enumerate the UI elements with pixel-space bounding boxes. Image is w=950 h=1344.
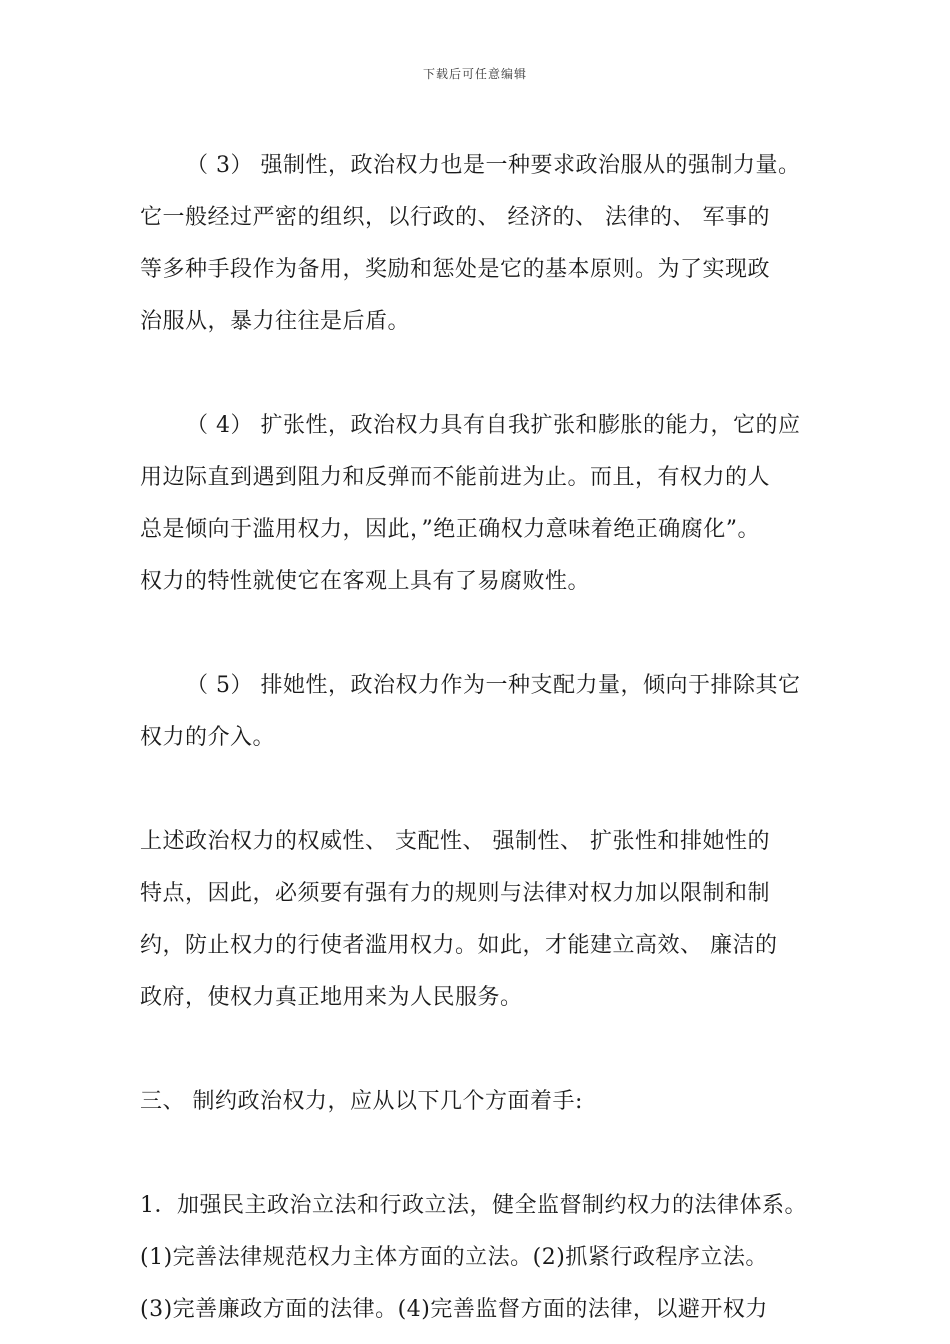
paragraph-line: 权力的特性就使它在客观上具有了易腐败性。 [140, 569, 591, 594]
paragraph-exclusivity [140, 660, 830, 764]
paragraph-line: (1)完善法律规范权力主体方面的立法。(2)抓紧行政程序立法。 [140, 1245, 768, 1270]
paragraph-line: （ 3） 强制性，政治权力也是一种要求政治服从的强制力量。 [186, 153, 801, 178]
section-heading [140, 1076, 830, 1128]
paragraph-spacer [140, 348, 830, 400]
paragraph-line: （ 4） 扩张性，政治权力具有自我扩张和膨胀的能力，它的应 [186, 413, 801, 438]
paragraph-line: 治服从，暴力往往是后盾。 [140, 309, 411, 334]
paragraph-spacer [140, 608, 830, 660]
paragraph-expansion [140, 400, 830, 608]
paragraph-line: （ 5） 排她性，政治权力作为一种支配力量，倾向于排除其它 [186, 673, 801, 698]
paragraph-line: 1．加强民主政治立法和行政立法，健全监督制约权力的法律体系。 [140, 1193, 807, 1218]
paragraph-line: 它一般经过严密的组织，以行政的、 经济的、 法律的、 军事的 [140, 205, 770, 230]
paragraph-line: 上述政治权力的权威性、 支配性、 强制性、 扩张性和排她性的 [140, 829, 770, 854]
paragraph-spacer [140, 1128, 830, 1180]
paragraph-line: 约，防止权力的行使者滥用权力。如此，才能建立高效、 廉洁的 [140, 933, 778, 958]
paragraph-line: 特点，因此，必须要有强有力的规则与法律对权力加以限制和制 [140, 881, 771, 906]
paragraph-line: 用边际直到遇到阻力和反弹而不能前进为止。而且，有权力的人 [140, 465, 771, 490]
page-header: 下载后可任意编辑 [422, 67, 527, 81]
paragraph-coercion [140, 140, 830, 348]
paragraph-summary [140, 816, 830, 1024]
paragraph-line: 权力的介入。 [140, 725, 276, 750]
document-body [140, 140, 830, 1336]
paragraph-line: 总是倾向于滥用权力，因此，”绝正确权力意味着绝正确腐化”。 [140, 517, 760, 542]
paragraph-line: 等多种手段作为备用，奖励和惩处是它的基本原则。为了实现政 [140, 257, 771, 282]
paragraph-line: (3)完善廉政方面的法律。(4)完善监督方面的法律，以避开权力 [140, 1297, 768, 1322]
paragraph-spacer [140, 764, 830, 816]
paragraph-legislation [140, 1180, 830, 1336]
section-heading-text: 三、 制约政治权力，应从以下几个方面着手: [140, 1089, 583, 1114]
paragraph-spacer [140, 1024, 830, 1076]
paragraph-line: 政府，使权力真正地用来为人民服务。 [140, 985, 523, 1010]
